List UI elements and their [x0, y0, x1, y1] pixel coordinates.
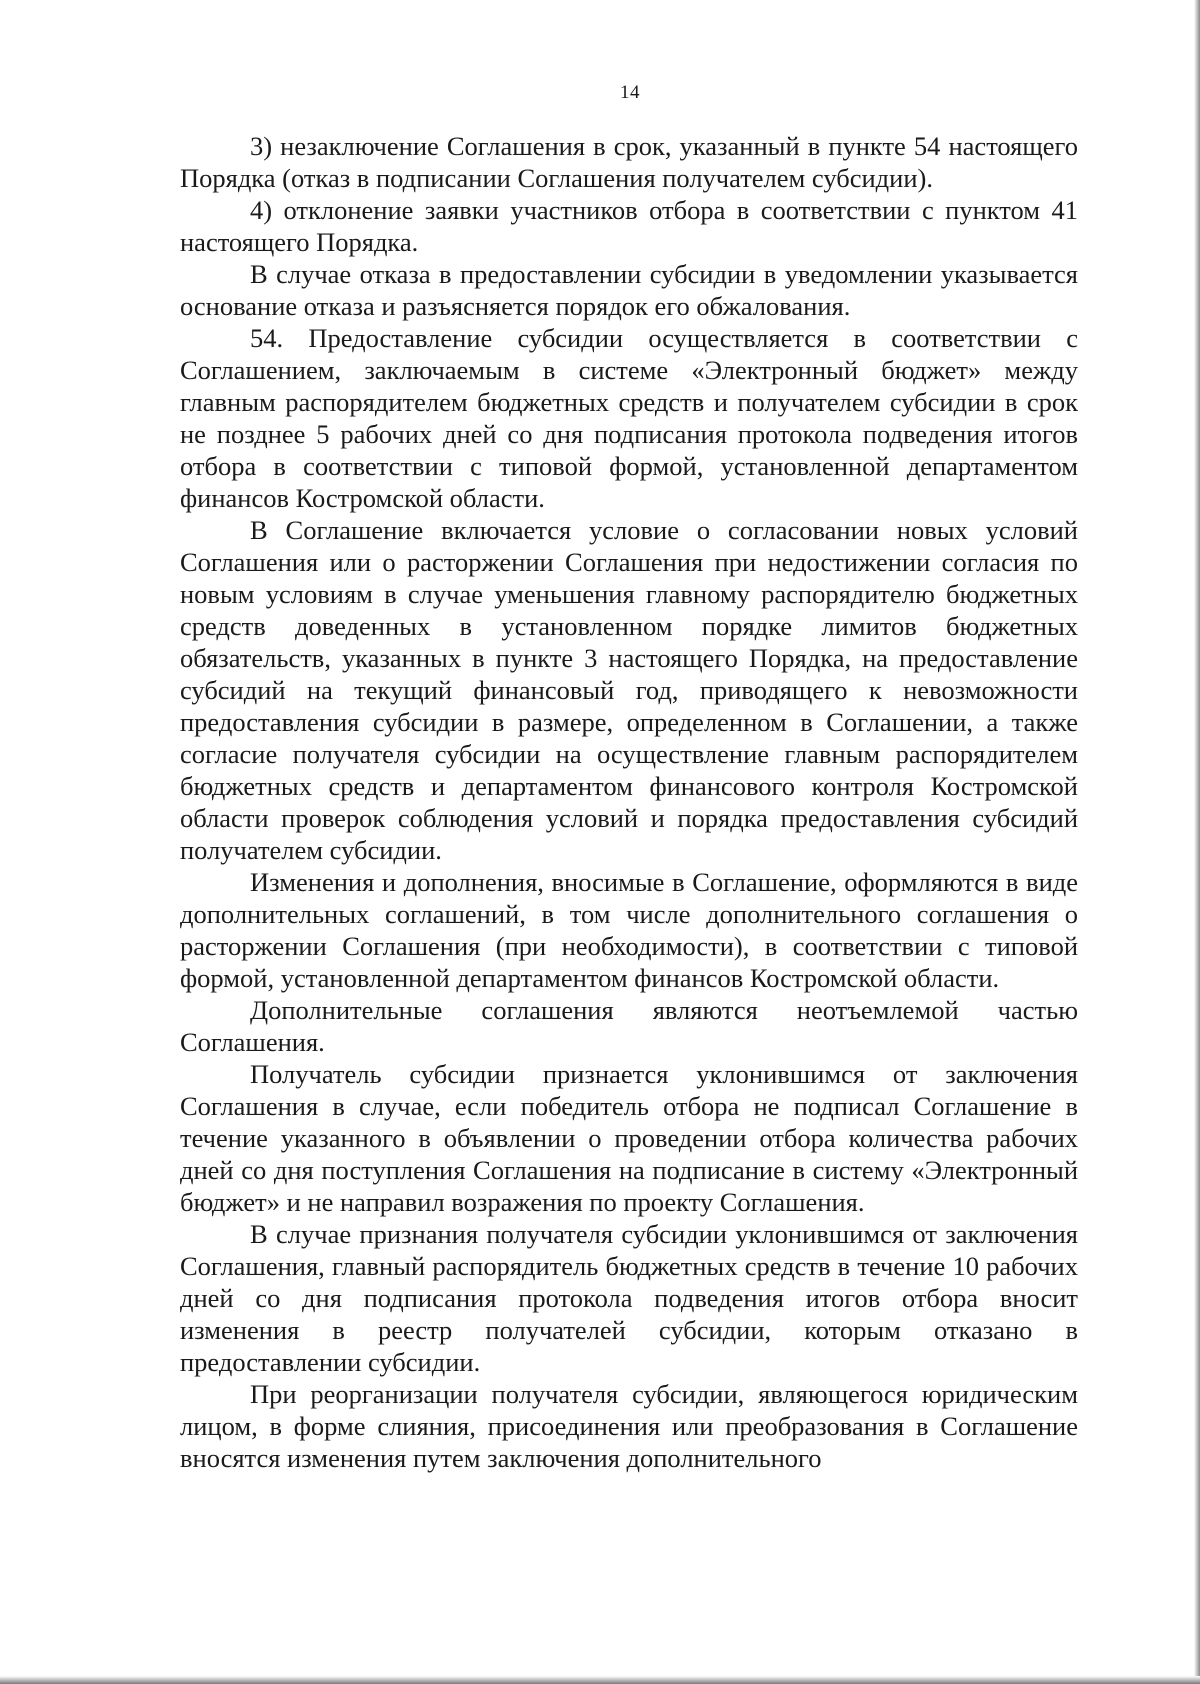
page-number: 14	[620, 82, 640, 103]
paragraph-item-3-refusal: 3) незаключение Соглашения в срок, указанный в пункте 54 настоящего Порядка (отказ в подписании Соглашения получателем субсидии).	[180, 131, 1078, 193]
scan-edge-right	[1194, 0, 1200, 1684]
paragraph-evasion-definition: Получатель субсидии признается уклонившимся от заключения Соглашения в случае, если победитель отбора не подписал Соглашение в течение указанного в объявлении о проведении отбора количества рабочих дней со дня поступления Соглашения на подписание в систему «Электронный бюджет» и не направил возражения по проекту Соглашения.	[180, 1059, 1078, 1217]
paragraph-additional-agreements: Дополнительные соглашения являются неотъемлемой частью Соглашения.	[180, 995, 1078, 1057]
paragraph-reorganization: При реорганизации получателя субсидии, являющегося юридическим лицом, в форме слияния, присоединения или преобразования в Соглашение вносятся изменения путем заключения дополнительного	[180, 1379, 1078, 1473]
paragraph-refusal-notice: В случае отказа в предоставлении субсидии в уведомлении указывается основание отказа и разъясняется порядок его обжалования.	[180, 259, 1078, 321]
scan-edge-bottom	[0, 1676, 1200, 1684]
paragraph-evasion-consequences: В случае признания получателя субсидии уклонившимся от заключения Соглашения, главный распорядитель бюджетных средств в течение 10 рабочих дней со дня подписания протокола подведения итогов отбора вносит изменения в реестр получателей субсидии, которым отказано в предоставлении субсидии.	[180, 1219, 1078, 1377]
paragraph-agreement-amendments: Изменения и дополнения, вносимые в Соглашение, оформляются в виде дополнительных соглашений, в том числе дополнительного соглашения о расторжении Соглашения (при необходимости), в соответствии с типовой формой, установленной департаментом финансов Костромской области.	[180, 867, 1078, 993]
paragraph-item-4-rejection: 4) отклонение заявки участников отбора в соответствии с пунктом 41 настоящего Порядка.	[180, 195, 1078, 257]
document-body	[180, 130, 1078, 1474]
paragraph-54-subsidy-provision: 54. Предоставление субсидии осуществляется в соответствии с Соглашением, заключаемым в системе «Электронный бюджет» между главным распорядителем бюджетных средств и получателем субсидии в срок не позднее 5 рабочих дней со дня подписания протокола подведения итогов отбора в соответствии с типовой формой, установленной департаментом финансов Костромской области.	[180, 323, 1078, 513]
paragraph-agreement-conditions: В Соглашение включается условие о согласовании новых условий Соглашения или о расторжении Соглашения при недостижении согласия по новым условиям в случае уменьшения главному распорядителю бюджетных средств доведенных в установленном порядке лимитов бюджетных обязательств, указанных в пункте 3 настоящего Порядка, на предоставление субсидий на текущий финансовый год, приводящего к невозможности предоставления субсидии в размере, определенном в Соглашении, а также согласие получателя субсидии на осуществление главным распорядителем бюджетных средств и департаментом финансового контроля Костромской области проверок соблюдения условий и порядка предоставления субсидий получателем субсидии.	[180, 515, 1078, 865]
